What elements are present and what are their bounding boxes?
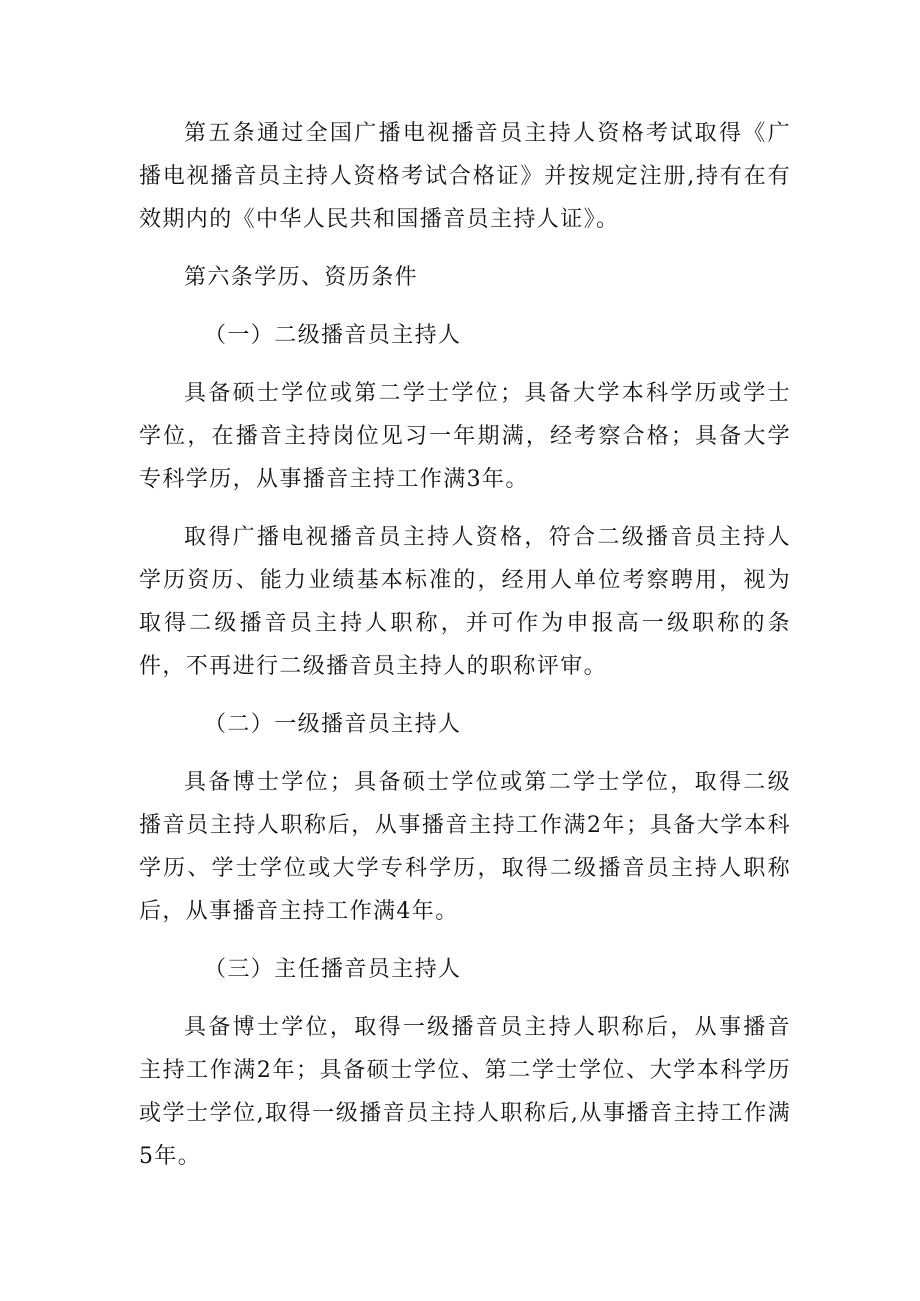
level-2-heading: （一）二级播音员主持人	[204, 323, 462, 348]
document-body	[139, 112, 791, 1193]
chief-requirements: 具备博士学位，取得一级播音员主持人职称后，从事播音主持工作满2年；具备硕士学位、第二学士学位、大学本科学历或学士学位,取得一级播音员主持人职称后,从事播音主持工作满5年。	[139, 1015, 791, 1169]
level-1-heading: （二）一级播音员主持人	[204, 712, 462, 737]
chief-heading: （三）主任播音员主持人	[204, 957, 462, 982]
article-6-heading: 第六条学历、资历条件	[184, 265, 419, 290]
level-2-note: 取得广播电视播音员主持人资格，符合二级播音员主持人学历资历、能力业绩基本标准的，经用人单位考察聘用，视为取得二级播音员主持人职称，并可作为申报高一级职称的条件，不再进行二级播音员主持人的职称评审。	[139, 525, 791, 679]
level-2-requirements: 具备硕士学位或第二学士学位；具备大学本科学历或学士学位，在播音主持岗位见习一年期满，经考察合格；具备大学专科学历，从事播音主持工作满3年。	[139, 381, 791, 492]
level-1-requirements: 具备博士学位；具备硕士学位或第二学士学位，取得二级播音员主持人职称后，从事播音主持工作满2年；具备大学本科学历、学士学位或大学专科学历，取得二级播音员主持人职称后，从事播音主持工作满4年。	[139, 770, 791, 924]
article-5-paragraph: 第五条通过全国广播电视播音员主持人资格考试取得《广播电视播音员主持人资格考试合格证》并按规定注册,持有在有效期内的《中华人民共和国播音员主持人证》。	[139, 121, 791, 232]
